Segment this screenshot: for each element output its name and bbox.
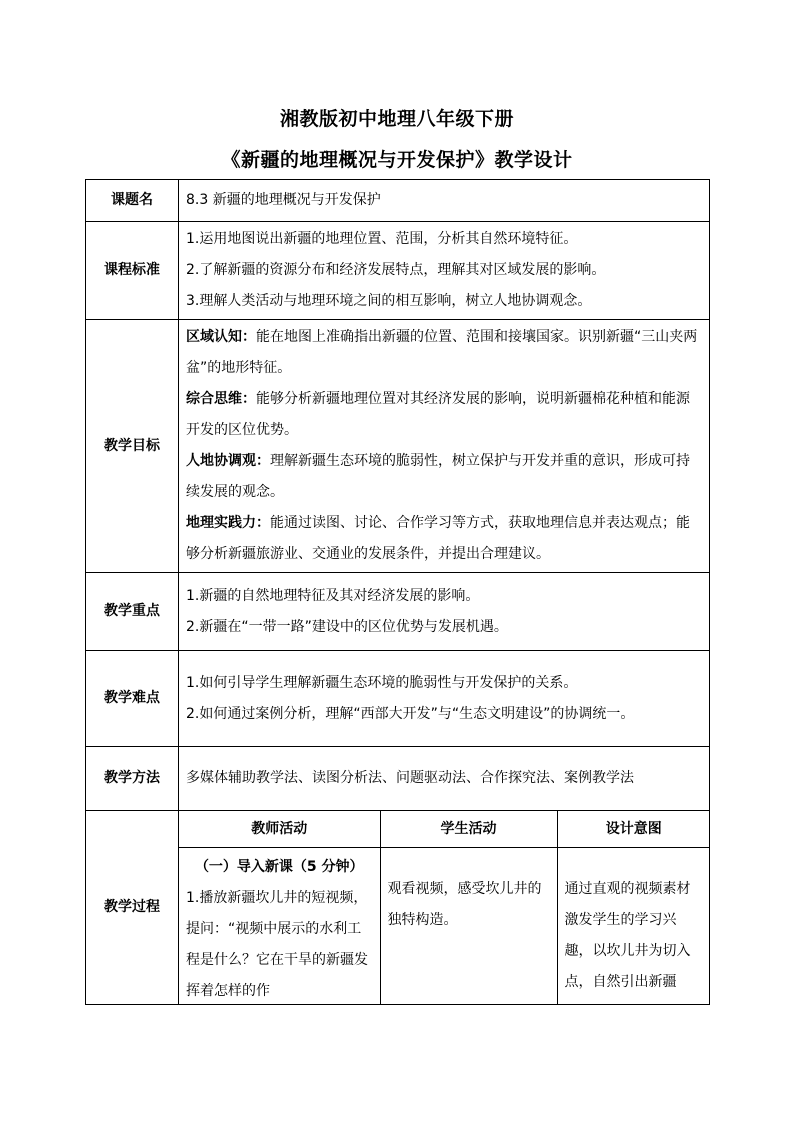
topic-value: 8.3 新疆的地理概况与开发保护 [179, 180, 710, 222]
goal-heading: 区域认知： [186, 329, 256, 345]
row-label-difficulties: 教学难点 [86, 651, 179, 747]
row-label-topic: 课题名 [86, 180, 179, 222]
row-label-goals: 教学目标 [86, 320, 179, 573]
goal-heading: 综合思维： [186, 391, 256, 407]
difficulties-content [179, 651, 710, 747]
key-points-content [179, 573, 710, 651]
standards-item: 1.运用地图说出新疆的地理位置、范围，分析其自然环境特征。 [186, 231, 578, 247]
difficulty-item: 1.如何引导学生理解新疆生态环境的脆弱性与开发保护的关系。 [186, 674, 578, 691]
header-design-intent: 设计意图 [557, 811, 710, 848]
lesson-plan-table [85, 179, 710, 1005]
key-point-item: 1.新疆的自然地理特征及其对经济发展的影响。 [186, 587, 480, 604]
goal-item [186, 508, 703, 570]
standards-content [179, 222, 710, 320]
row-methods [86, 747, 710, 811]
row-label-methods: 教学方法 [86, 747, 179, 811]
goal-text: 能在地图上准确指出新疆的位置、范围和接壤国家。识别新疆“三山夹两盆”的地形特征。 [186, 329, 698, 376]
goal-item [186, 384, 703, 446]
teacher-activity-text: 1.播放新疆坎儿井的短视频，提问：“视频中展示的水利工程是什么？它在干旱的新疆发挥着怎样的作 [186, 890, 368, 999]
design-intent-cell [557, 848, 710, 1005]
section-title: （一）导入新课（5 分钟） [194, 859, 364, 875]
row-label-key-points: 教学重点 [86, 573, 179, 651]
difficulty-item: 2.如何通过案例分析，理解“西部大开发”与“生态文明建设”的协调统一。 [186, 705, 635, 722]
goal-text: 理解新疆生态环境的脆弱性，树立保护与开发并重的意识，形成可持续发展的观念。 [186, 453, 690, 500]
process-body-row [179, 848, 710, 1005]
goal-heading: 地理实践力： [186, 515, 270, 531]
teacher-activity-cell [179, 848, 380, 1005]
standards-item: 3.理解人类活动与地理环境之间的相互影响，树立人地协调观念。 [186, 293, 592, 309]
row-goals [86, 320, 710, 573]
document-title-line-2: 《新疆的地理概况与开发保护》教学设计 [221, 149, 573, 171]
process-content [179, 811, 710, 1005]
key-point-item: 2.新疆在“一带一路”建设中的区位优势与发展机遇。 [186, 618, 508, 635]
goal-text: 能够分析新疆地理位置对其经济发展的影响，说明新疆棉花种植和能源开发的区位优势。 [186, 391, 690, 438]
methods-value: 多媒体辅助教学法、读图分析法、问题驱动法、合作探究法、案例教学法 [179, 747, 710, 811]
row-key-points [86, 573, 710, 651]
document-title-line-1: 湘教版初中地理八年级下册 [279, 108, 514, 130]
process-header-row [179, 811, 710, 848]
row-label-standards: 课程标准 [86, 222, 179, 320]
header-teacher-activity: 教师活动 [179, 811, 380, 848]
goal-item [186, 322, 703, 384]
goal-text: 能通过读图、讨论、合作学习等方式，获取地理信息并表达观点；能够分析新疆旅游业、交通业的发展条件，并提出合理建议。 [186, 515, 690, 562]
header-student-activity: 学生活动 [380, 811, 557, 848]
standards-item: 2.了解新疆的资源分布和经济发展特点，理解其对区域发展的影响。 [186, 262, 606, 278]
student-activity-cell [380, 848, 557, 1005]
design-intent-text: 通过直观的视频素材激发学生的学习兴趣，以坎儿井为切入点，自然引出新疆 [564, 881, 691, 990]
row-difficulties [86, 651, 710, 747]
row-standards [86, 222, 710, 320]
student-activity-text: 观看视频，感受坎儿井的独特构造。 [387, 881, 542, 928]
row-topic [86, 180, 710, 222]
row-label-process: 教学过程 [86, 811, 179, 1005]
process-subtable [179, 811, 710, 1004]
goals-content [179, 320, 710, 573]
row-process [86, 811, 710, 1005]
goal-heading: 人地协调观： [186, 453, 270, 469]
goal-item [186, 446, 703, 508]
